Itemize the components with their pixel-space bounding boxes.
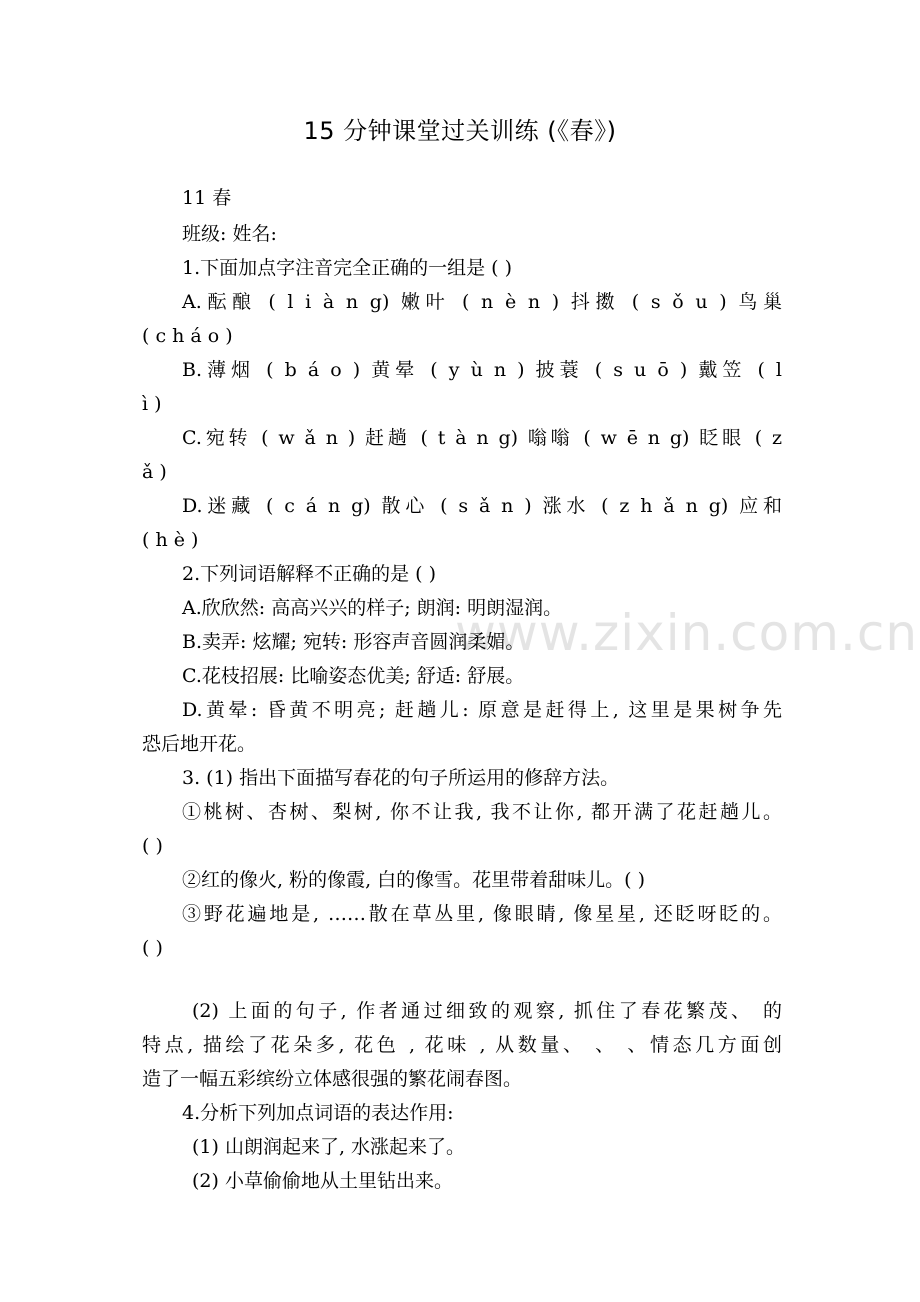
q4-item-1: (1) 山朗润起来了, 水涨起来了。 bbox=[192, 1136, 466, 1158]
q1-option-b-cont: ì ) bbox=[142, 393, 162, 415]
q3-sentence-3: ③野花遍地是, ……散在草丛里, 像眼睛, 像星星, 还眨呀眨的。 bbox=[182, 903, 782, 925]
q2-option-a: A.欣欣然: 高高兴兴的样子; 朗润: 明朗湿润。 bbox=[182, 597, 563, 619]
q2-option-c: C.花枝招展: 比喻姿态优美; 舒适: 舒展。 bbox=[182, 665, 525, 687]
question-3-part-2: (2) 上面的句子, 作者通过细致的观察, 抓住了春花繁茂、 的 bbox=[192, 1000, 782, 1022]
question-4: 4.分析下列加点词语的表达作用: bbox=[182, 1102, 454, 1124]
page-title: 15 分钟课堂过关训练 (《春》) bbox=[303, 117, 617, 145]
q3-sentence-3-blank: ( ) bbox=[142, 937, 163, 959]
question-1: 1.下面加点字注音完全正确的一组是 ( ) bbox=[182, 257, 513, 279]
lesson-heading: 11 春 bbox=[182, 187, 232, 209]
q3-sentence-2: ②红的像火, 粉的像霞, 白的像雪。花里带着甜味儿。( ) bbox=[182, 869, 646, 891]
q3-part-2-cont-1: 特点, 描绘了花朵多, 花色 , 花味 , 从数量、 、 、情态几方面创 bbox=[142, 1034, 782, 1056]
question-3-part-1: 3. (1) 指出下面描写春花的句子所运用的修辞方法。 bbox=[182, 767, 620, 789]
q1-option-d-cont: ( h è ) bbox=[142, 529, 199, 551]
q1-option-c-cont: ǎ ) bbox=[142, 461, 167, 483]
class-name-line: 班级: 姓名: bbox=[182, 223, 277, 245]
q1-option-c: C.宛转 ( w ǎ n ) 赶趟 ( t à n g) 嗡嗡 ( w ē n g) 眨眼 ( z bbox=[182, 427, 782, 449]
q1-option-a-cont: ( c h á o ) bbox=[142, 325, 233, 347]
q3-sentence-1-blank: ( ) bbox=[142, 835, 163, 857]
q1-option-b: B.薄烟 ( b á o ) 黄晕 ( y ù n ) 披蓑 ( s u ō ) 戴笠 ( l bbox=[182, 359, 782, 381]
watermark: www.zixin.com.cn bbox=[455, 604, 919, 662]
question-2: 2.下列词语解释不正确的是 ( ) bbox=[182, 563, 437, 585]
q2-option-d: D.黄晕: 昏黄不明亮; 赶趟儿: 原意是赶得上, 这里是果树争先 bbox=[182, 699, 782, 721]
q3-part-2-cont-2: 造了一幅五彩缤纷立体感很强的繁花闹春图。 bbox=[142, 1068, 523, 1090]
q1-option-a: A.酝酿 ( l i à n g) 嫩叶 ( n è n ) 抖擞 ( s ǒ u ) 鸟巢 bbox=[182, 291, 782, 313]
q4-item-2: (2) 小草偷偷地从土里钻出来。 bbox=[192, 1170, 453, 1192]
q1-option-d: D.迷藏 ( c á n g) 散心 ( s ǎ n ) 涨水 ( z h ǎ n g) 应和 bbox=[182, 495, 782, 517]
q2-option-d-cont: 恐后地开花。 bbox=[142, 733, 257, 755]
q2-option-b: B.卖弄: 炫耀; 宛转: 形容声音圆润柔媚。 bbox=[182, 631, 525, 653]
q3-sentence-1: ①桃树、杏树、梨树, 你不让我, 我不让你, 都开满了花赶趟儿。 bbox=[182, 801, 782, 823]
